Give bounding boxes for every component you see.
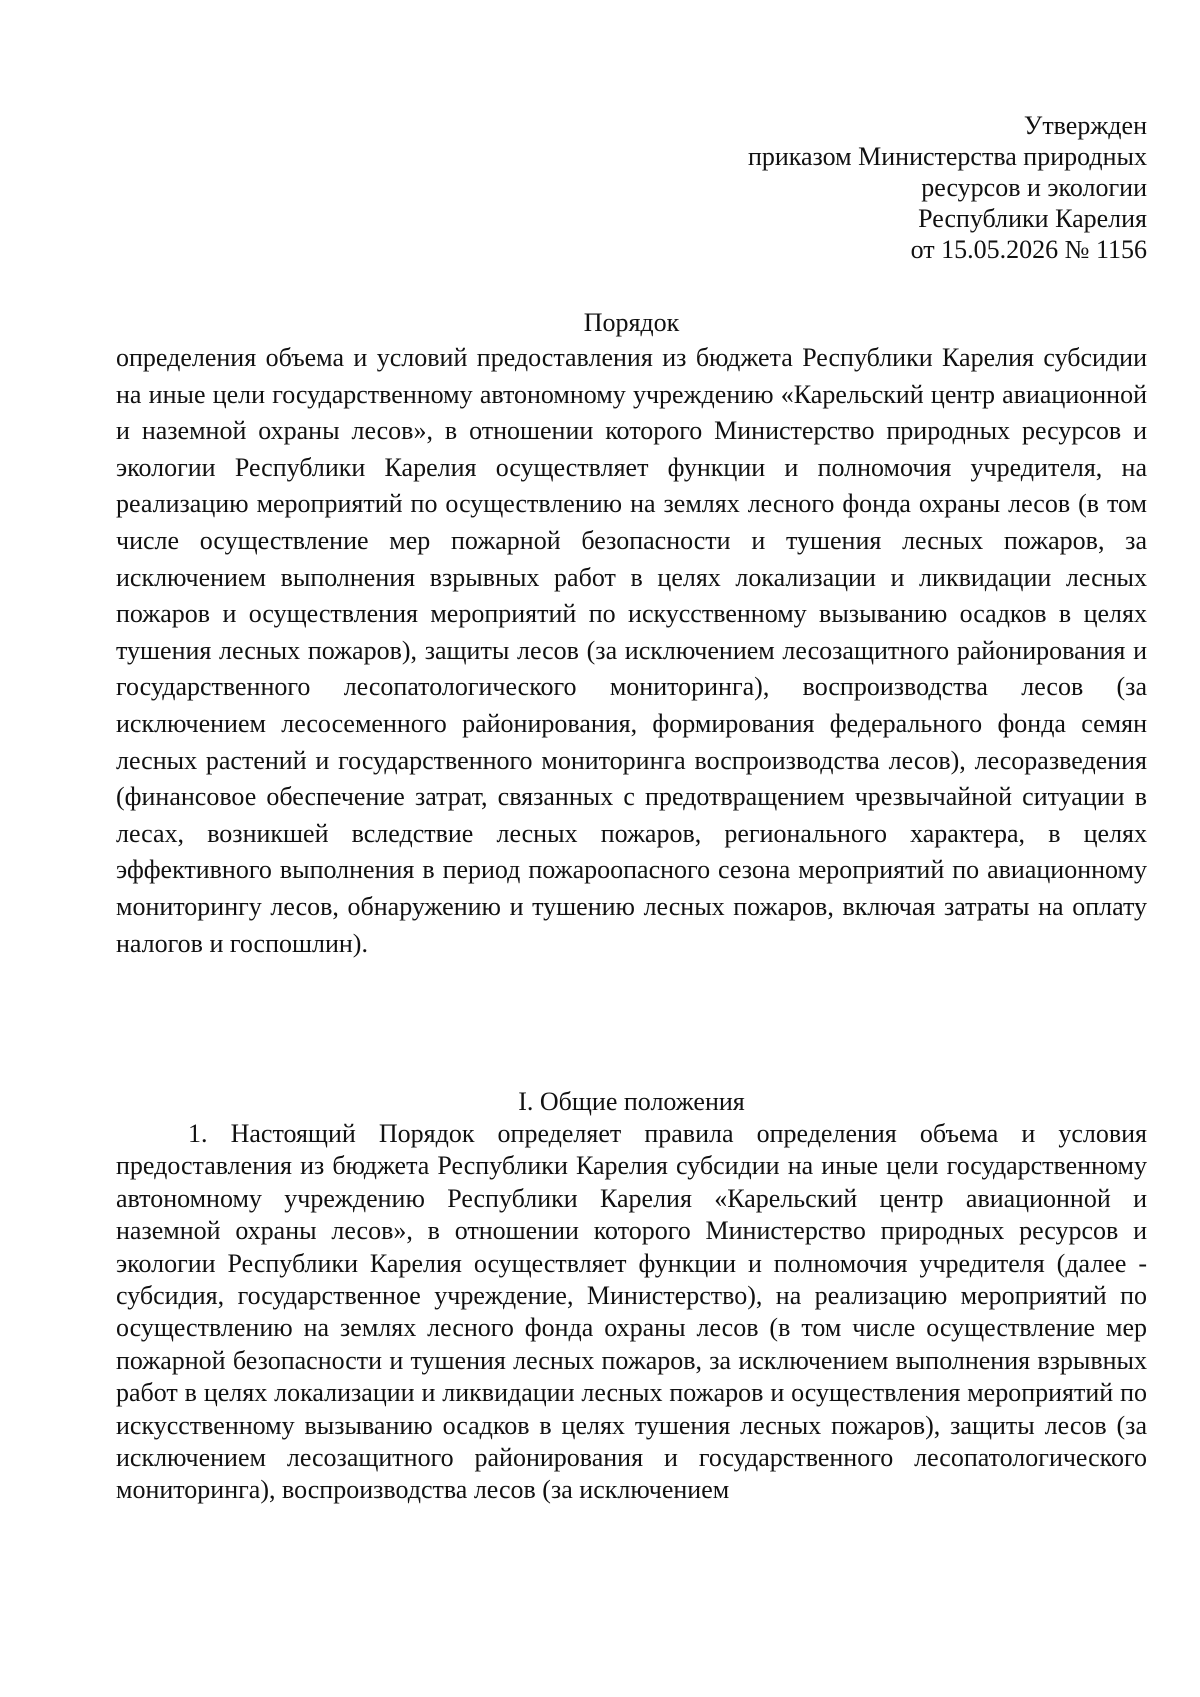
document-subtitle: определения объема и условий предоставления из бюджета Республики Карелия субсидии на иные цели государственному автономному учреждению «Карельский центр авиационной и наземной охраны лесов», в отношении которого Министерство природных ресурсов и экологии Республики Карелия осуществляет функции и полномочия учредителя, на реализацию мероприятий по осуществлению на землях лесного фонда охраны лесов (в том числе осуществление мер пожарной безопасности и тушения лесных пожаров, за исключением выполнения взрывных работ в целях локализации и ликвидации лесных пожаров и осуществления мероприятий по искусственному вызыванию осадков в целях тушения лесных пожаров), защиты лесов (за исключением лесозащитного районирования и государственного лесопатологического мониторинга), воспроизводства лесов (за исключением лесосеменного районирования, формирования федерального фонда семян лесных растений и государственного мониторинга воспроизводства лесов), лесоразведения (финансовое обеспечение затрат, связанных с предотвращением чрезвычайной ситуации в лесах, возникшей вследствие лесных пожаров, регионального характера, в целях эффективного выполнения в период пожароопасного сезона мероприятий по авиационному мониторингу лесов, обнаружению и тушению лесных пожаров, включая затраты на оплату налогов и госпошлин). bbox=[116, 343, 1147, 958]
approval-line: Утвержден bbox=[1023, 111, 1147, 140]
document-title: Порядок bbox=[583, 308, 680, 337]
section-heading: I. Общие положения bbox=[518, 1087, 745, 1116]
section-paragraph: 1. Настоящий Порядок определяет правила определения объема и условия предоставления из бюджета Республики Карелия субсидии на иные цели государственному автономному учреждению Республики Карелия «Карельский центр авиационной и наземной охраны лесов», в отношении которого Министерство природных ресурсов и экологии Республики Карелия осуществляет функции и полномочия учредителя (далее - субсидия, государственное учреждение, Министерство), на реализацию мероприятий по осуществлению на землях лесного фонда охраны лесов (в том числе осуществление мер пожарной безопасности и тушения лесных пожаров, за исключением выполнения взрывных работ в целях локализации и ликвидации лесных пожаров и осуществления мероприятий по искусственному вызыванию осадков в целях тушения лесных пожаров), защиты лесов (за исключением лесозащитного районирования и государственного лесопатологического мониторинга), воспроизводства лесов (за исключением bbox=[116, 1119, 1147, 1505]
approval-block bbox=[748, 110, 1147, 265]
approval-line: приказом Министерства природных bbox=[747, 142, 1147, 171]
approval-line: ресурсов и экологии bbox=[921, 173, 1147, 202]
document-page bbox=[116, 0, 1147, 1697]
approval-date-line: от 15.05.2026 № 1156 bbox=[910, 235, 1147, 264]
approval-line: Республики Карелия bbox=[918, 204, 1147, 233]
